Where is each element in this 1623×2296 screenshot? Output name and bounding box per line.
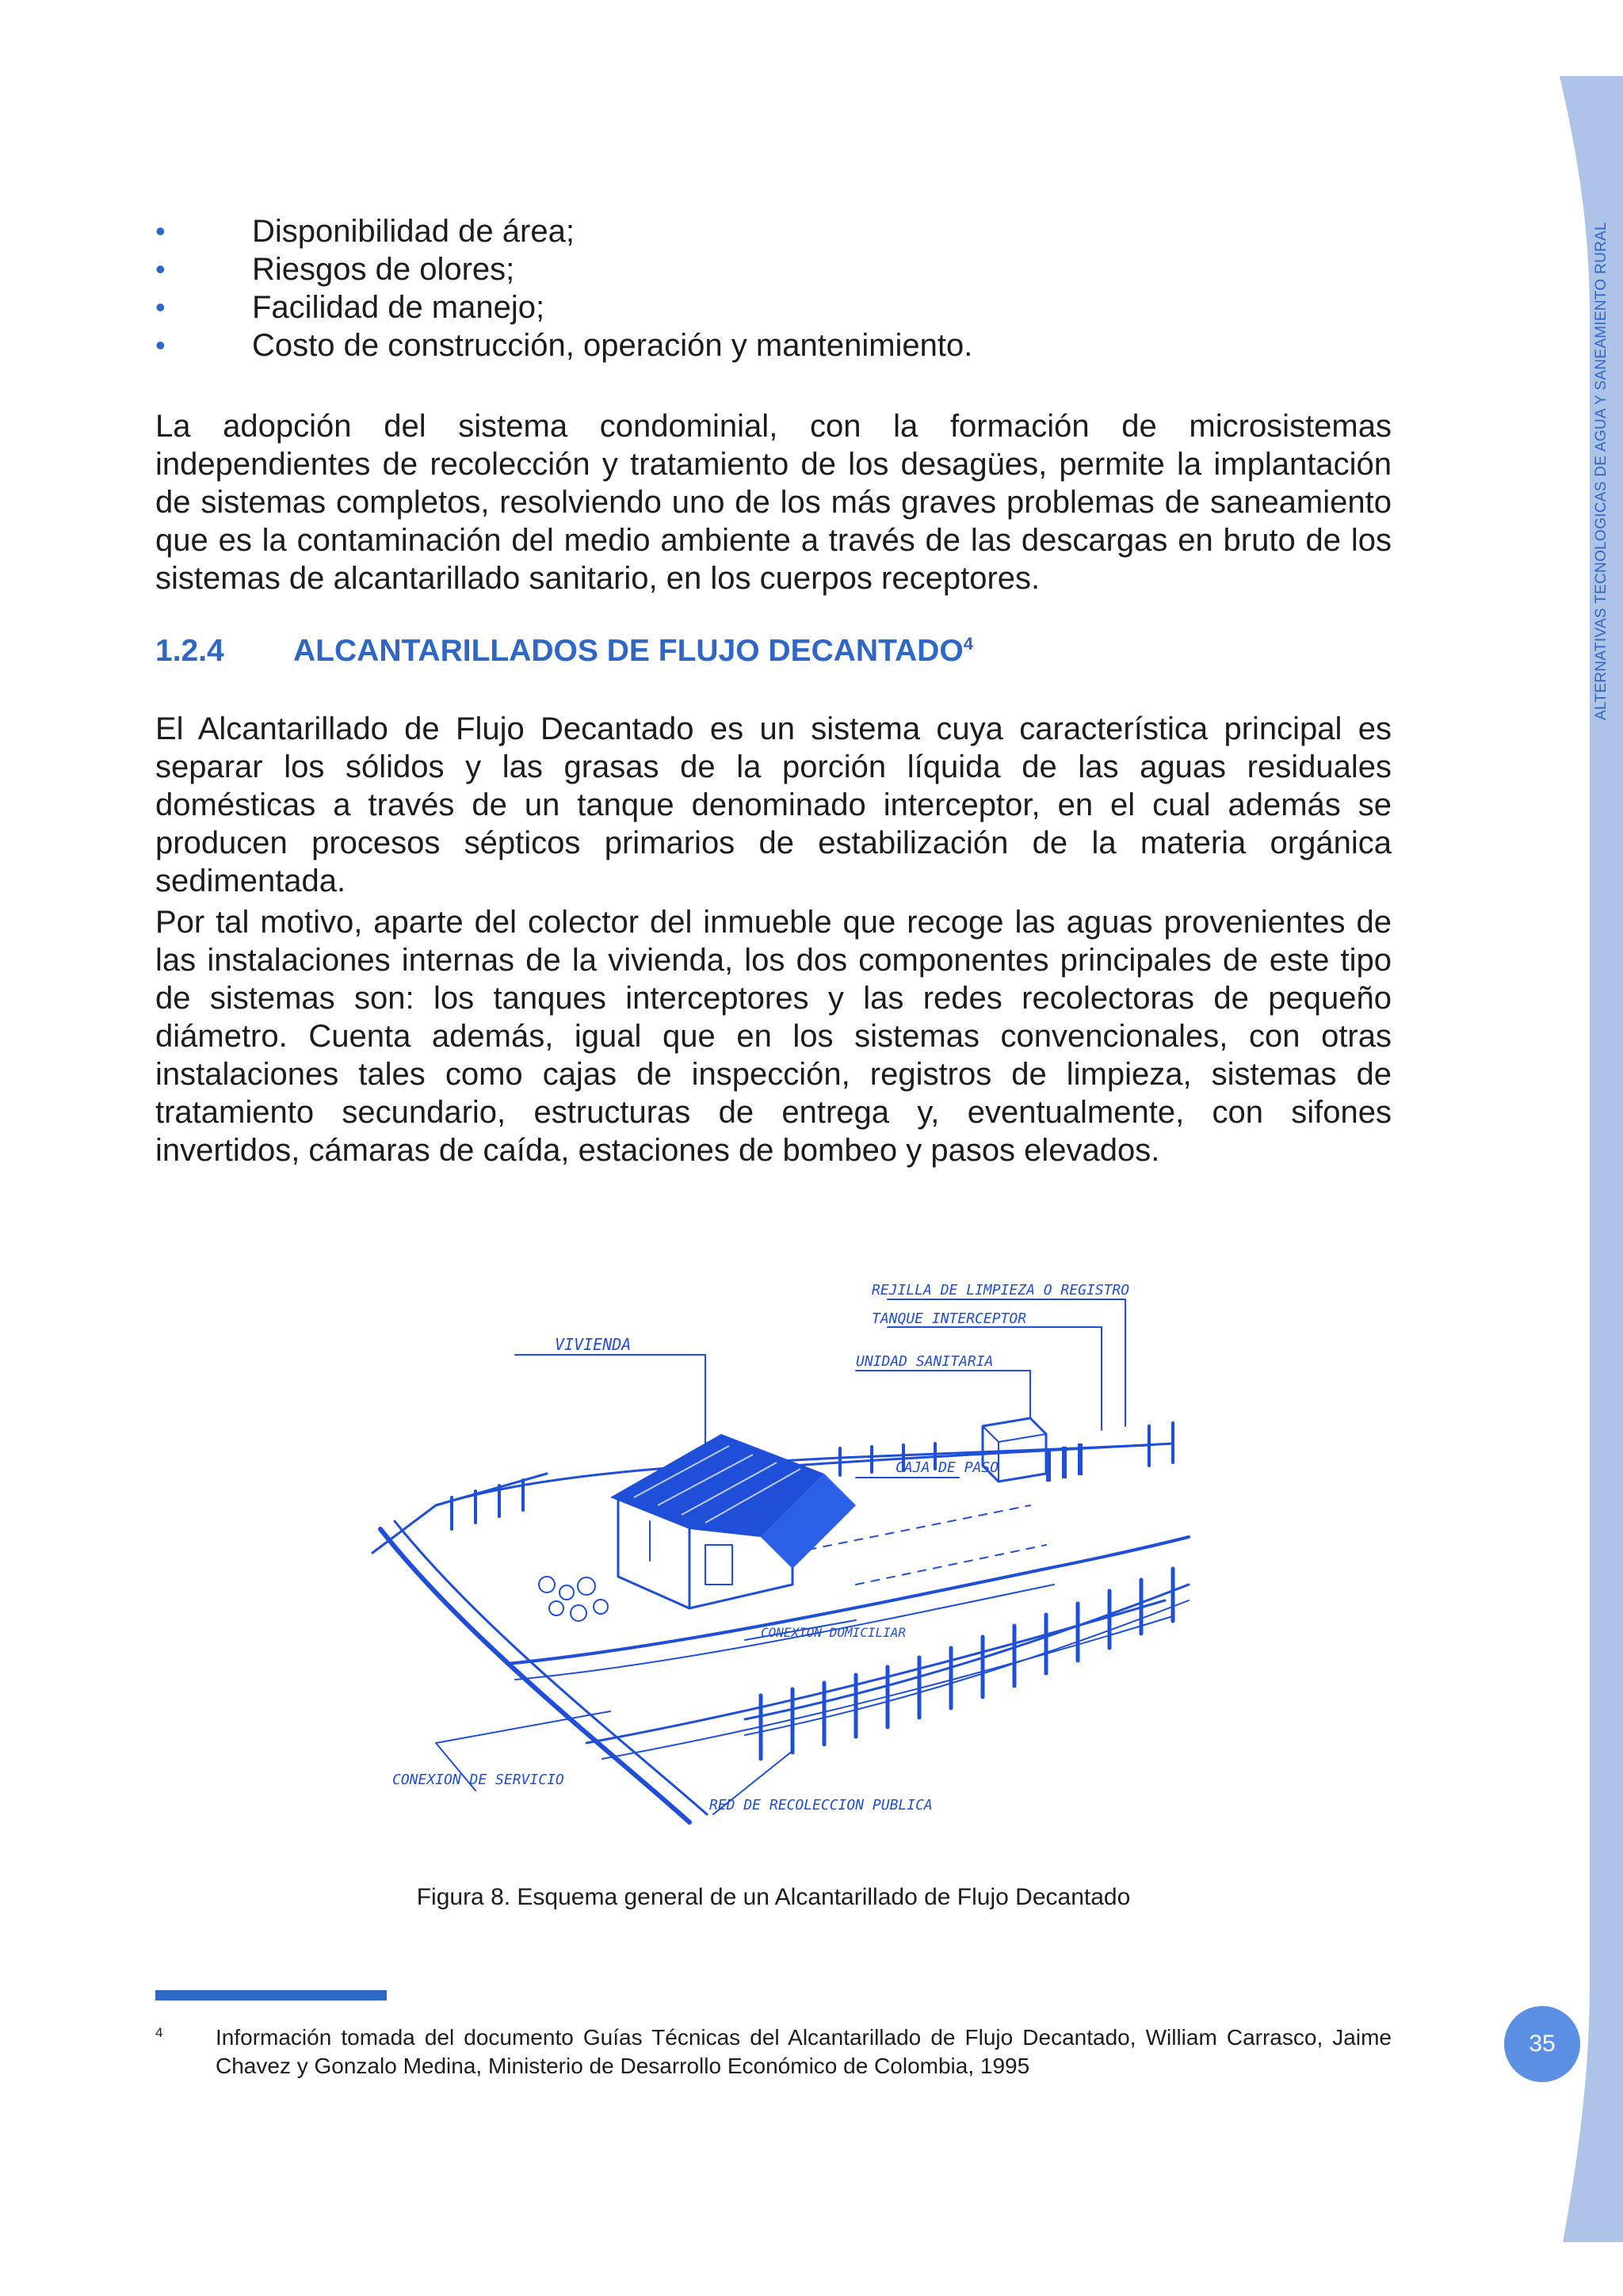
list-item: • Riesgos de olores; [155, 252, 515, 287]
footnote-ref: 4 [963, 634, 973, 654]
paragraph-condominial: La adopción del sistema condominial, con la formación de microsistemas independientes de recolección y tratamiento de los desagües, permite la implantación de sistemas completos, resolviendo uno de los más graves problemas de saneamiento que es la contaminación del medio ambiente a través de las descargas en bruto de los sistemas de alcantarillado sanitario, en los cuerpos receptores. [155, 409, 1392, 596]
label-rejilla: REJILLA DE LIMPIEZA O REGISTRO [872, 1282, 1130, 1299]
label-caja: CAJA DE PASO [896, 1459, 999, 1476]
list-item: • Facilidad de manejo; [155, 290, 545, 325]
sidebar-title: ALTERNATIVAS TECNOLOGICAS DE AGUA Y SANEAMIENTO RURAL [1593, 222, 1610, 720]
figure-caption: Figura 8. Esquema general de un Alcantarillado de Flujo Decantado [416, 1884, 1131, 1910]
list-item: • Disponibilidad de área; [155, 214, 575, 249]
label-vivienda: VIVIENDA [555, 1335, 632, 1354]
system-sketch-figure [349, 1268, 1252, 1854]
criteria-list [155, 212, 1392, 364]
list-item: • Costo de construcción, operación y mantenimiento. [155, 328, 973, 363]
section-number: 1.2.4 [155, 634, 224, 668]
label-conexion-domiciliar: CONEXION DOMICILIAR [761, 1625, 907, 1640]
section-title: ALCANTARILLADOS DE FLUJO DECANTADO [293, 634, 964, 668]
sidebar-band [1555, 0, 1623, 2296]
bullet-icon: • [155, 253, 166, 285]
bullet-icon: • [155, 215, 166, 247]
label-conexion-servicio: CONEXION DE SERVICIO [392, 1772, 564, 1788]
paragraph-components: Por tal motivo, aparte del colector del inmueble que recoge las aguas provenientes de las instalaciones internas de la vivienda, los dos componentes principales de este tipo de sistemas son: los tanques interceptores y las redes recolectoras de pequeño diámetro. Cuenta además, igual que en los sistemas convencionales, con otras instalaciones tales como cajas de inspección, registros de limpieza, sistemas de tratamiento secundario, estructuras de entrega y, eventualmente, con sifones invertidos, cámaras de caída, estaciones de bombeo y pasos elevados. [155, 905, 1392, 1168]
section-heading [155, 634, 973, 669]
footnote-divider [155, 1990, 387, 2000]
bullet-icon: • [155, 291, 166, 323]
paragraph-definition: El Alcantarillado de Flujo Decantado es un sistema cuya característica principal es separar los sólidos y las grasas de la porción líquida de las aguas residuales domésticas a través de un tanque denominado interceptor, en el cual además se producen procesos sépticos primarios de estabilización de la materia orgánica sedimentada. [155, 711, 1392, 898]
label-red: RED DE RECOLECCION PUBLICA [709, 1797, 933, 1814]
label-tanque: TANQUE INTERCEPTOR [872, 1310, 1027, 1327]
footnote-text: Información tomada del documento Guías Técnicas del Alcantarillado de Flujo Decantado, William Carrasco, Jaime Chavez y Gonzalo Medina, Ministerio de Desarrollo Económico de Colombia, 1995 [216, 2025, 1392, 2078]
footnote-mark: 4 [155, 2025, 163, 2040]
bullet-icon: • [155, 329, 166, 361]
page-number: 35 [1504, 2006, 1580, 2082]
label-unidad: UNIDAD SANITARIA [856, 1353, 994, 1370]
